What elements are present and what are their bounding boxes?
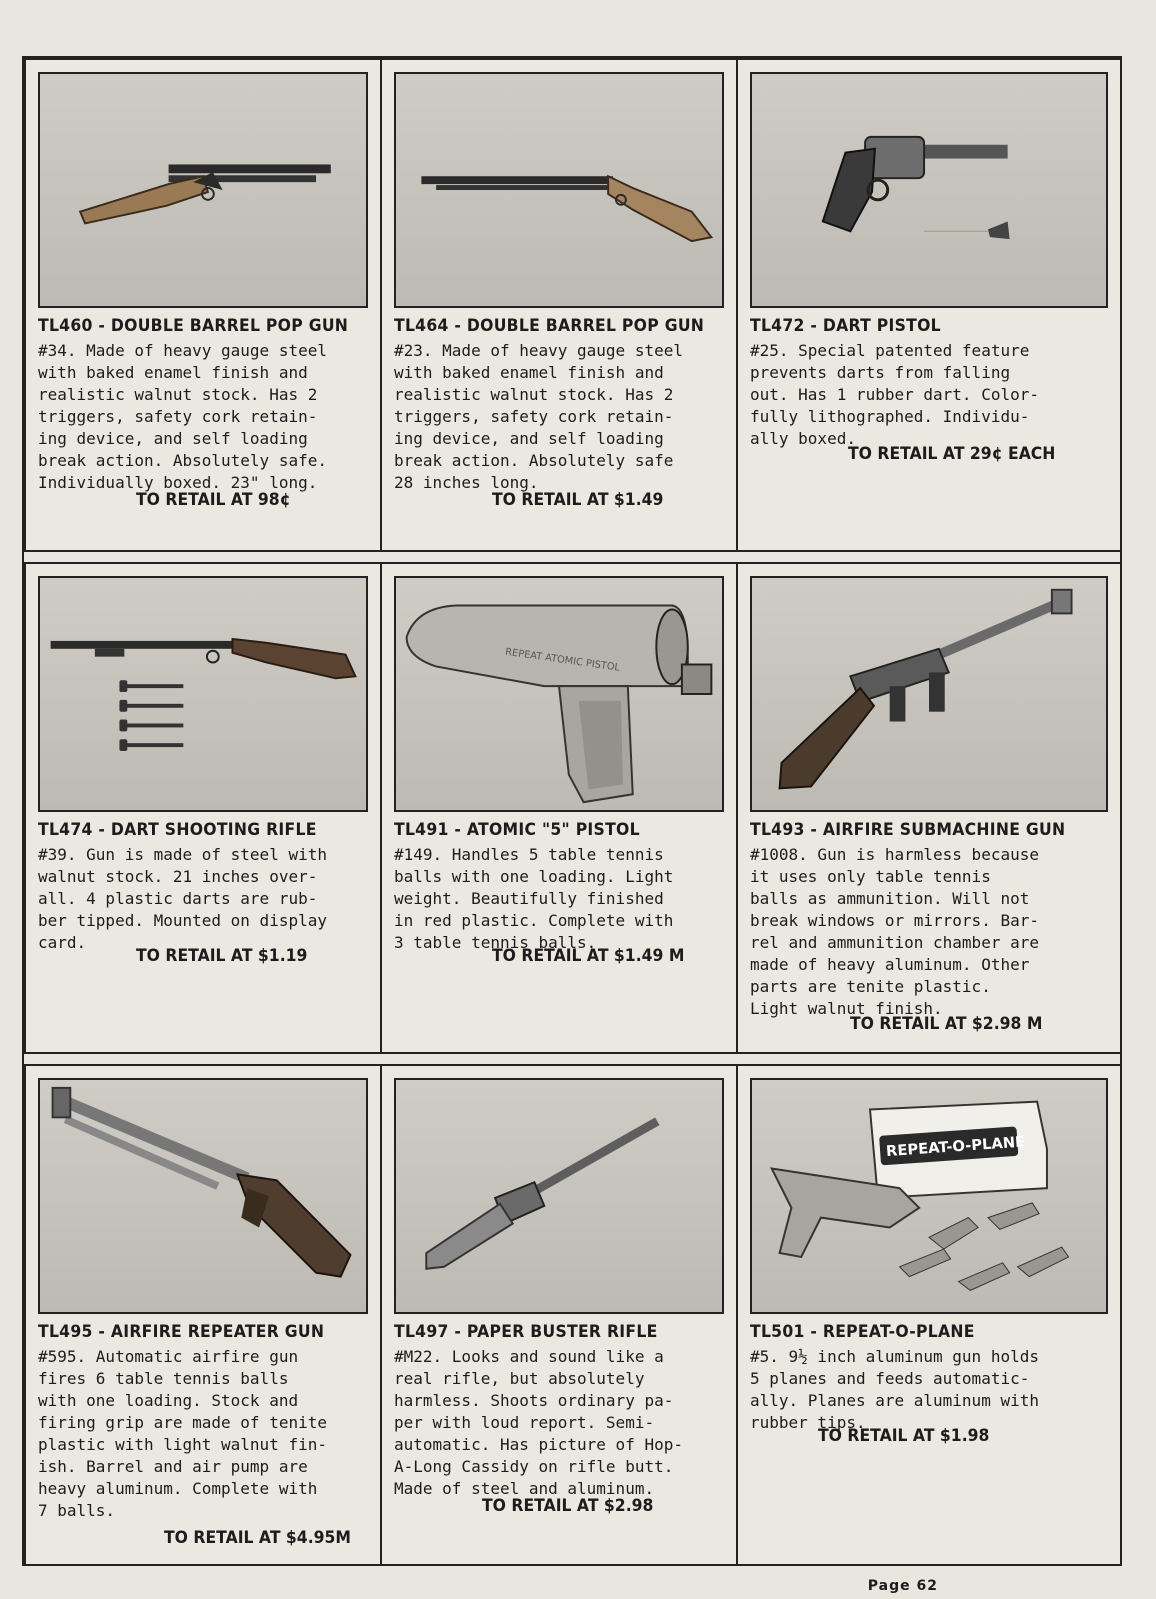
product-card-tl460: [24, 58, 382, 552]
retail-price: TO RETAIL AT $1.19: [136, 946, 308, 966]
product-title: TL497 - PAPER BUSTER RIFLE: [394, 1322, 658, 1342]
product-photo: [38, 1078, 368, 1314]
catalog-page: [22, 56, 1122, 1566]
product-card-tl491: [380, 562, 738, 1054]
retail-price: TO RETAIL AT 98¢: [136, 490, 291, 510]
product-title: TL491 - ATOMIC "5" PISTOL: [394, 820, 640, 840]
product-photo: [750, 72, 1108, 308]
product-card-tl501: [736, 1064, 1122, 1566]
product-card-tl464: [380, 58, 738, 552]
product-photo: [750, 1078, 1108, 1314]
retail-price: TO RETAIL AT 29¢ EACH: [848, 444, 1056, 464]
product-photo: [38, 72, 368, 308]
product-title: TL472 - DART PISTOL: [750, 316, 941, 336]
product-description: #34. Made of heavy gauge steel with baked enamel finish and realistic walnut stock. Has 2 triggers, safety cork retain- ing device, and self loading break action. Absolutely safe. Individually boxed. 23" long.: [38, 341, 327, 492]
product-title: TL460 - DOUBLE BARREL POP GUN: [38, 316, 349, 336]
product-description: #1008. Gun is harmless because it uses only table tennis balls as ammunition. Will not break windows or mirrors. Bar- rel and ammunition chamber are made of heavy aluminum. Other parts are tenite plastic. Light walnut finish.: [750, 845, 1039, 1018]
retail-price: TO RETAIL AT $1.49: [492, 490, 664, 510]
product-description: #25. Special patented feature prevents darts from falling out. Has 1 rubber dart. Color- fully lithographed. Individu- ally boxed.: [750, 341, 1039, 448]
product-photo: [394, 576, 724, 812]
retail-price: TO RETAIL AT $1.49 M: [492, 946, 685, 966]
dart-rifle-icon: [40, 578, 366, 810]
product-description: #23. Made of heavy gauge steel with baked enamel finish and realistic walnut stock. Has 2 triggers, safety cork retain- ing device, and self loading break action. Absolutely safe 28 inches long.: [394, 341, 683, 492]
product-card-tl474: [24, 562, 382, 1054]
repeater-gun-icon: [40, 1080, 366, 1312]
pop-gun-icon: [396, 74, 722, 306]
pistol-engraving: REPEAT ATOMIC PISTOL: [504, 646, 621, 674]
repeat-o-plane-icon: [752, 1080, 1106, 1312]
product-title: TL495 - AIRFIRE REPEATER GUN: [38, 1322, 325, 1342]
retail-price: TO RETAIL AT $1.98: [818, 1426, 990, 1446]
product-card-tl497: [380, 1064, 738, 1566]
product-card-tl472: [736, 58, 1122, 552]
product-description: #M22. Looks and sound like a real rifle, but absolutely harmless. Shoots ordinary pa- per with loud report. Semi- automatic. Has picture of Hop- A-Long Cassidy on rifle butt. Made of steel and aluminum.: [394, 1347, 683, 1498]
paper-buster-rifle-icon: [396, 1080, 722, 1312]
pop-gun-icon: [40, 74, 366, 306]
product-description: #595. Automatic airfire gun fires 6 table tennis balls with one loading. Stock and firing grip are made of tenite plastic with light walnut fin- ish. Barrel and air pump are heavy aluminum. Complete with 7 balls.: [38, 1347, 327, 1520]
product-title: TL464 - DOUBLE BARREL POP GUN: [394, 316, 705, 336]
submachine-gun-icon: [752, 578, 1106, 810]
box-logo-text: REPEAT-O-PLANE: [885, 1133, 1026, 1161]
product-photo: [394, 1078, 724, 1314]
dart-pistol-icon: [752, 74, 1106, 306]
product-photo: [394, 72, 724, 308]
product-title: TL501 - REPEAT-O-PLANE: [750, 1322, 975, 1342]
retail-price: TO RETAIL AT $2.98: [482, 1496, 654, 1516]
retail-price: TO RETAIL AT $2.98 M: [850, 1014, 1043, 1034]
product-card-tl495: [24, 1064, 382, 1566]
product-photo: [38, 576, 368, 812]
product-title: TL493 - AIRFIRE SUBMACHINE GUN: [750, 820, 1066, 840]
page-number: Page 62: [867, 1578, 938, 1594]
product-photo: [750, 576, 1108, 812]
retail-price: TO RETAIL AT $4.95M: [164, 1528, 351, 1548]
product-description: #149. Handles 5 table tennis balls with one loading. Light weight. Beautifully finished in red plastic. Complete with 3 table tennis balls.: [394, 845, 674, 952]
product-description: #39. Gun is made of steel with walnut stock. 21 inches over- all. 4 plastic darts are rub- ber tipped. Mounted on display card.: [38, 845, 327, 952]
product-description: #5. 9½ inch aluminum gun holds 5 planes and feeds automatic- ally. Planes are aluminum with rubber tips.: [750, 1347, 1039, 1432]
product-card-tl493: [736, 562, 1122, 1054]
atomic-pistol-icon: [396, 578, 722, 810]
product-title: TL474 - DART SHOOTING RIFLE: [38, 820, 317, 840]
